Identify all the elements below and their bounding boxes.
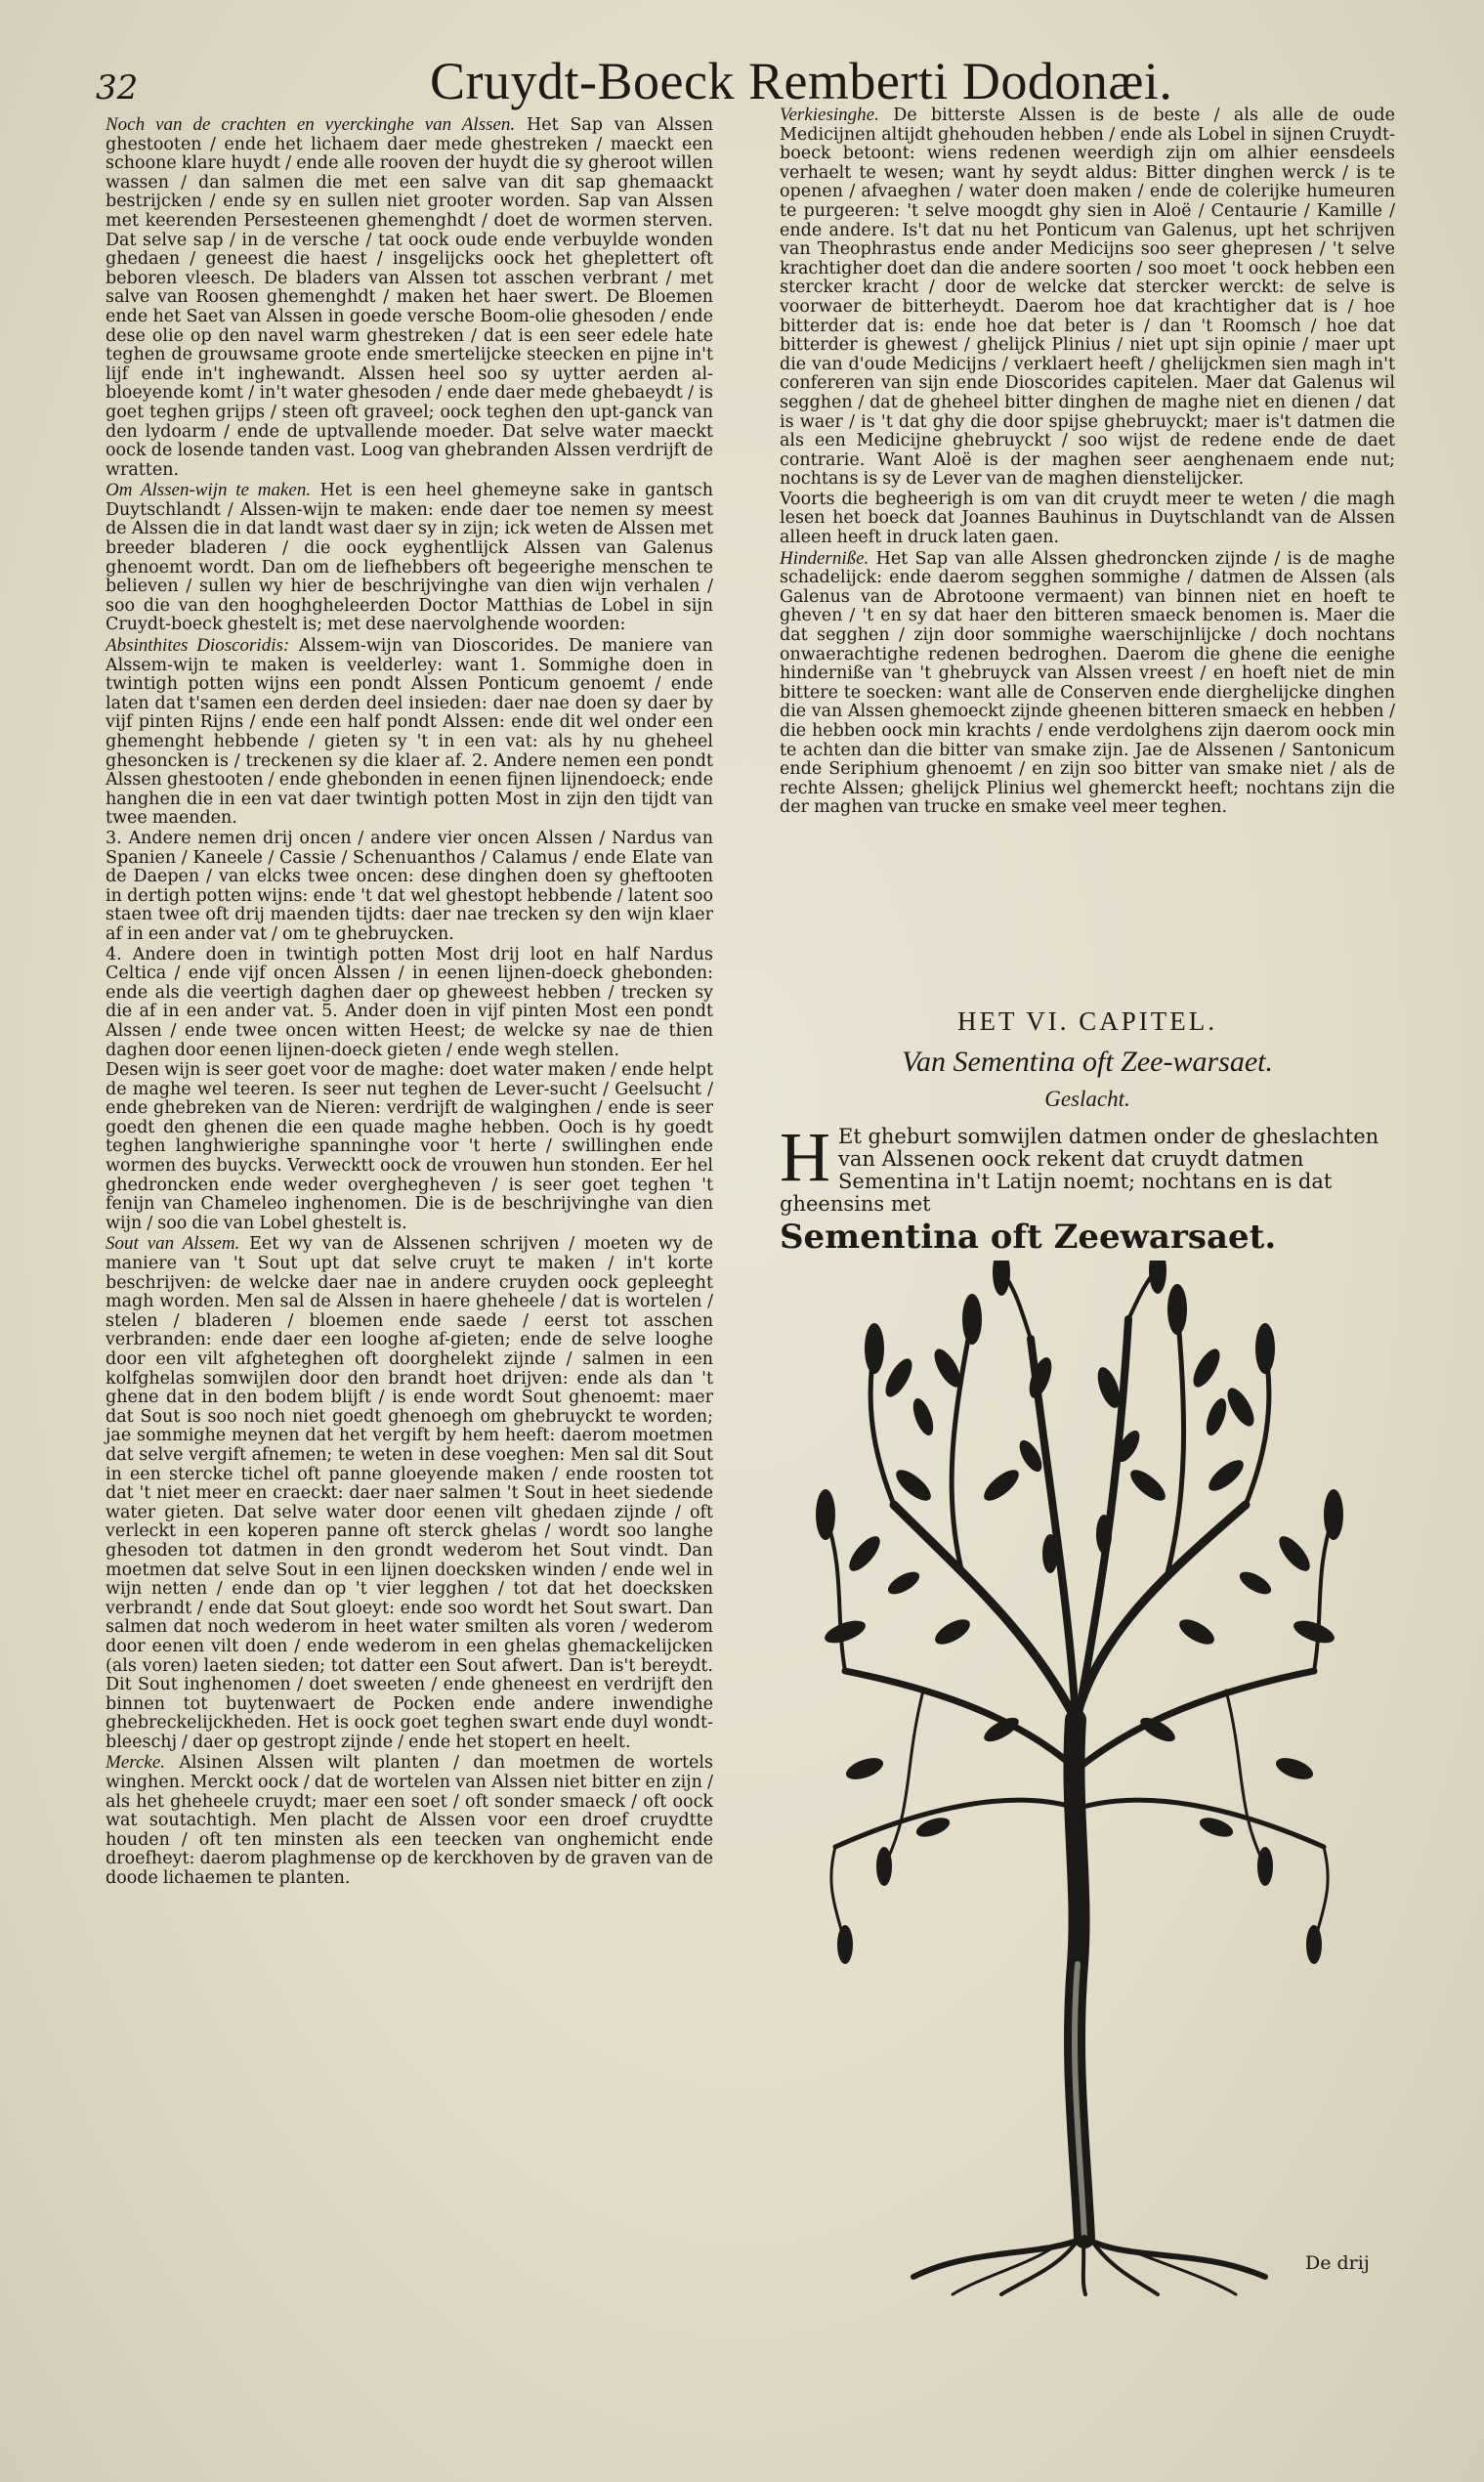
paragraph-text: Voorts die begheerigh is om van dit cruydt meer te weten / die magh lesen het boeck dat Joannes Bauhinus in Duytschlandt van de Alssen alleen heeft in druck laten gaen. [780, 489, 1395, 548]
plant-name: Sementina oft Zeewarsaet. [780, 1218, 1277, 1257]
right-column [780, 106, 1395, 819]
paragraph-text: Eet wy van de Alssenen schrijven / moeten wy de maniere van 't Sout upt dat selve cruyt te maken / in't korte beschrijven: de welcke daer nae in andere cruyden oock gepleeght magh worden. Men sal de Alssen in haere gheheele / dat is wortelen / stelen / bladeren / bloemen ende saede / eerst tot asschen verbranden: ende daer een looghe af-gieten; ende de selve looghe door een vilt afgheteghen oft doorghelekt zijnde / salmen in een kolfghelas somwijlen door den brandt hoet drijven: ende als dan 't ghene dat in den bodem blijft / is ende wordt Sout ghenoemt: maer dat Sout is soo noch niet goedt ghenoegh om ghebruyckt te worden; jae sommighe meynen dat het vergift by hem heeft: daerom moetmen dat selve vergift afnemen; te weten in dese voeghen: Men sal dit Sout in een stercke tichel oft panne gloeyende maken / ende roosten tot dat 't niet meer en craeckt: daer naer salmen 't Sout in heet siedende water gieten. Dat selve water door eenen vilt ghedaen zijnde / oft verleckt in een koperen panne oft sterck ghelas / wordt soo langhe ghesoden tot datmen in den grondt wederom het Sout vindt. Dan moetmen dat selve Sout in een lijnen doecksken winden / ende wel in wijn netten / ende dan op 't vier legghen / tot dat het doecksken verbrandt / ende dat Sout gloeyt: ende soo wordt het Sout swart. Dan salmen dat noch wederom in heet water smilten als voren / wederom door eenen vilt doen / ende wederom in een ghelas ghemackelijcken (als voren) laeten sieden; tot datter een Sout afwert. Dan is't bereydt. Dit Sout inghenomen / doet sweeten / ende gheneest en verdrijft den binnen tot buytenwaert de Pocken ende andere inwendighe ghebreckelijckheden. Het is oock goet teghen swart ende duyl wondt-bleeschj / daer op gestropt zijnde / ende het stopert en heelt. [106, 1234, 713, 1752]
paragraph [106, 1753, 713, 1888]
paragraph [106, 946, 713, 1061]
paragraph-lead: Noch van de crachten en vyerckinghe van Alssen. [106, 114, 516, 135]
paragraph [780, 106, 1395, 490]
paragraph-lead: Om Alssen-wijn te maken. [106, 480, 312, 501]
drop-cap: H [780, 1118, 830, 1196]
paragraph [780, 491, 1395, 548]
paragraph-text: Alssem-wijn van Dioscorides. De maniere van Alssem-wijn te maken is veelderley: want 1. Sommighe doen in twintigh potten wijns een pondt Alssen Ponticum genoemt / ende laten dat t'samen een derden deel insieden: daer nae doen sy daer by vijf pinten Rijns / ende een half pondt Alssen: ende dit wel onder een ghemenght hebbende / gieten sy 't in een vat: als hy nu gheheel ghesoncken is / treckenen sy die klaer af. 2. Andere nemen een pondt Alssen ghestooten / ende ghebonden in eenen fijnen lijnendoeck; ende hanghen die in een vat daer twintigh potten Most in zijn den tijdt van twee maenden. [106, 636, 713, 829]
chapter-title: Van Sementina oft Zee-warsaet. [902, 1046, 1273, 1078]
paragraph [106, 1234, 713, 1752]
paragraph [106, 1061, 713, 1233]
running-title: Cruydt-Boeck Remberti Dodonæi. [430, 52, 1173, 110]
catchword: De drij [1305, 2252, 1370, 2274]
paragraph-text: Desen wijn is seer goet voor de maghe: doet water maken / ende helpt de maghe wel teeren. Is seer nut teghen de Lever-sucht / Geelsucht / ende ghebreken van de Nieren: verdrijft de walginghen / ende is seer goedt den ghenen die een quade maghe hebben. Ooch is hy goedt teghen langhwierighe spanninghe voor 't herte / swillinghen ende wormen des buycks. Verwecktt oock de vrouwen hun stonden. Eer hel ghedroncken ende weder overghegheven / is seer goet teghen 't fenijn van Chameleo inghenomen. Die is de beschrijvinghe van dien wijn / soo die van Lobel ghestelt is. [106, 1060, 713, 1233]
paragraph-lead: Sout van Alssem. [106, 1233, 240, 1255]
paragraph [106, 830, 713, 945]
paragraph [106, 481, 713, 635]
paragraph [106, 115, 713, 480]
left-column [106, 115, 713, 1890]
paragraph-lead: Verkiesinghe. [780, 105, 879, 125]
paragraph [780, 549, 1395, 818]
paragraph-lead: Hinderniße. [780, 547, 869, 569]
paragraph-text: 3. Andere nemen drij oncen / andere vier oncen Alssen / Nardus van Spanien / Kaneele / Cassie / Schenuanthos / Calamus / ende Elate van de Daepen / van elcks twee oncen: dese dinghen doen sy gheftooten in dertigh potten wijns: ende 't dat wel ghestopt hebbende / latent soo staen twee oft drij maenden tijdts: daer nae trecken sy den wijn klaer af in een ander vat / om te ghebruycken. [106, 828, 713, 944]
paragraph-lead: Absinthites Dioscoridis: [106, 635, 290, 657]
paragraph-text: Alsinen Alssen wilt planten / dan moetmen de wortels winghen. Merckt oock / dat de wortelen van Alssen niet bitter en zijn / als het gheheele cruydt; maer een soet / oft sonder smaeck / oft oock wat soutachtigh. Men placht de Alssen voor een droef cruydtte houden / oft ten minsten als een teecken van onghemicht ende droefheyt: daerom plaghmense op de kerckhoven by de graven van de doode lichaemen te planten. [106, 1753, 713, 1889]
paragraph-text: Het Sap van Alssen ghestooten / ende het lichaem daer mede ghestreken / maeckt een schoone klare huydt / ende alle rooven der huydt die sy gheroot willen wassen / dan salmen die met een salve van dit sap ghemaackt bestrijcken / ende sy en sullen niet grooter worden. Sap van Alssen met keerenden Persesteenen ghemenghdt / doet de wormen sterven. Dat selve sap / in de versche / tat oock oude ende verbuylde wonden ghedaen / geneest die haest / insgelijcks oock het gheplettert oft beboren vleesch. De bladers van Alssen tot asschen verbrant / met salve van Roosen ghemenghdt / maken het haer swert. De Bloemen ende het Saet van Alssen in goede versche Boom-olie ghesoden / ende dese olie op den navel warm ghestreken / dat is een seer edele hate teghen de grouwsame groote ende smertelijcke steecken en pijne in't lijf ende in't inghewandt. Alssen heel soo sy uytter aerden al-bloeyende komt / in't water ghesoden / ende daer mede ghebaeydt / is goet teghen grijps / steen oft graveel; oock teghen den upt-ganck van den lydoarm / ende de uptvallende moeder. Dat selve water maeckt oock de losende tanden vast. Loog van ghebranden Alssen verdrijft de wratten. [106, 115, 713, 480]
paragraph-text: Het is een heel ghemeyne sake in gantsch Duytschlandt / Alssen-wijn te maken: ende daer toe nemen sy meest de Alssen die in dat landt wast daer sy in zijn; ick weten de Alssen met breeder bladeren / die oock eyghentlijck Alssen van Galenus ghenoemt wordt. Dan om de liefhebbers oft begeerighe menschen te believen / sullen wy hier de beschrijvinghe van dien wijn verhalen / soo die van den hooghgheleerden Doctor Matthias de Lobel in sijn Cruydt-boeck ghestelt is; met dese naervolghende woorden: [106, 481, 713, 635]
tree-icon [826, 1268, 1334, 2294]
chapter-subheading: Geslacht. [1044, 1087, 1130, 1111]
chapter-intro [780, 1118, 1395, 1257]
woodcut-tree-illustration [806, 1261, 1353, 2296]
chapter-number: HET VI. CAPITEL. [957, 1006, 1217, 1036]
page-number: 32 [96, 68, 139, 107]
paragraph [106, 636, 713, 829]
intro-text: Et gheburt somwijlen datmen onder de gheslachten van Alssenen oock rekent dat cruydt datmen Sementina in't Latijn noemt; nochtans en is dat gheensins met [780, 1125, 1379, 1216]
paragraph-text: Het Sap van alle Alssen ghedroncken zijnde / is de maghe schadelijck: ende daerom segghen sommighe / datmen de Alssen (als Galenus van de Abrotoone vermaent) van binnen niet en hoeft te gheven / 't en sy dat haer den bitteren smaeck benomen is. Maer die dat segghen / zijn door sommighe waerschijnlijcke / doch nochtans onwaerachtighe redenen bedroghen. Daerom die ghene die eenighe hinderniße van 't ghebruyck van Alssen vreest / en hoeft niet de min bittere te soecken: want alle de Conserven ende dierghelijcke dinghen die van Alssen ghemoeckt zijnde gheenen bitteren smaeck en hebben / die hebben oock min krachts / ende verdolghens zijn daerom oock min te achten dan die bitter van smake zijn. Jae de Alssenen / Santonicum ende Seriphium ghenoemt / en zijn soo bitter van smake niet / als de rechte Alssen; ghelijck Plinius wel ghemerckt heeft; nochtans zijn die der maghen van trucke en smake veel meer teghen. [780, 548, 1395, 818]
paragraph-text: 4. Andere doen in twintigh potten Most drij loot en half Nardus Celtica / ende vijf oncen Alssen / in eenen lijnen-doeck ghebonden: ende als die veertigh daghen daer op gheweest hebben / trecken sy die af in een ander vat. 5. Ander doen in vijf pinten Most een pondt Alssen / ende twee oncen witten Heest; de welcke sy nae de thien daghen door eenen lijnen-doeck gieten / ende wegh stellen. [106, 944, 713, 1060]
paragraph-lead: Mercke. [106, 1752, 165, 1774]
paragraph-text: De bitterste Alssen is de beste / als alle de oude Medicijnen altijdt ghehouden hebben / ende als Lobel in sijnen Cruydt-boeck betoont: wiens redenen weerdigh zijn om alhier eensdeels verhaelt te wesen; want hy seydt aldus: Bitter dinghen werck / is te openen / afvaeghen / water doen maken / ende de colerijke humeuren te purgeeren: 't selve moogdt ghy sien in Aloë / Centaurie / Kamille / ende andere. Is't dat nu het Ponticum van Galenus, upt het schrijven van Theophrastus ende ander Medicijns soo seer ghepresen / 't selve krachtigher doet dan die andere soorten / soo moet 't oock hebben een stercker kracht / door de welcke dat stercker werckt: de selve is voorwaer de bitterheydt. Daerom hoe dat krachtigher dat is / hoe bitterder dat is: ende hoe dat beter is / dan 't Roomsch / hoe dat bitterder is ghewest / ghelijck Plinius / niet upt sijn opinie / maer upt die van d'oude Medicijns / verklaert heeft / ghelijckmen sien magh in't confereren van sijn ende Dioscorides capitelen. Maer dat Galenus wil segghen / dat de gheheel bitter dinghen de maghe niet en dienen / dat is waer / is 't dat ghy die door spijse ghebruyckt; maer is't datmen die als een Medicijne ghebruyckt / soo wijst de redene ende de daet contrarie. Want Aloë is der maghen seer aenghenaem ende nut; nochtans is sy de Lever van de maghen dienstelijcker. [780, 106, 1395, 490]
